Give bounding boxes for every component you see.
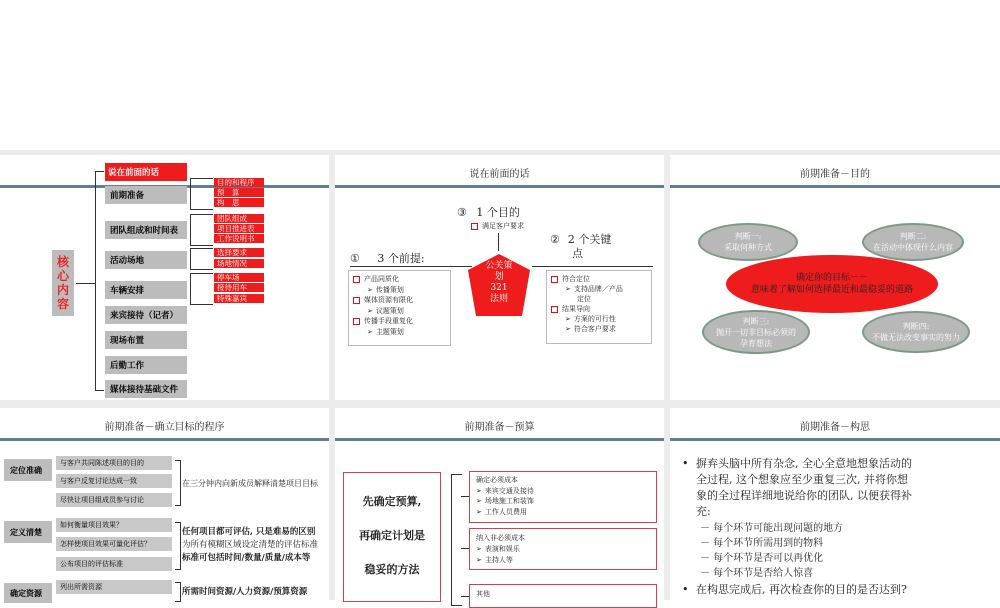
sub-3-0[interactable]: 选择要求 (214, 248, 264, 257)
top-item: 满足客户要求 (471, 221, 524, 231)
right-arrow-line (532, 266, 543, 267)
header-bar (670, 438, 1000, 441)
sub-4-2[interactable]: 特殊嘉宾 (214, 294, 264, 303)
arrow-bullet-icon: ➢ (476, 497, 482, 505)
slide-title: 说在前面的话 (469, 169, 530, 180)
left-heading (350, 250, 425, 266)
sub-bracket-4 (190, 273, 213, 305)
center-line-3: 法则 (489, 294, 508, 304)
item-7[interactable]: 后勤工作 (105, 356, 187, 374)
row3-note: 所需时间资源/人力资源/预算资源 (182, 587, 308, 597)
sub-3-1[interactable]: 场地情况 (214, 259, 264, 268)
cost-box-1: 确定必须成本 ➢ 来宾交通及接待 ➢ 场地施工和装饰 ➢ 工作人员费用 (469, 471, 657, 523)
bracket-arrow-2 (461, 548, 469, 549)
left-box: 产品同质化 ➢ 传播策划 媒体资源有限化 ➢ 议题策划 传播手段重复化 ➢ 主题策划 (348, 270, 451, 346)
row1-line-1: 与客户反复讨论达成一致 (56, 474, 172, 488)
arrow-bullet-icon: ➢ (565, 315, 571, 323)
concept-text: • 摒弃头脑中所有杂念, 全心全意地想象活动的 全过程, 这个想象应至少重复三次, 并将你想 象的全过程详细地说给你的团队, 以便获得补 充: － 每个环节可能出现问题的地方 － 每个环节所需用到的物料 － 每个环节是否可以再优化 － 每个环节是否给人惊喜 • 在构思完成后, 再次检查你的目的是否达到? (682, 457, 912, 596)
header-bar (670, 185, 1000, 188)
sub-1-2[interactable]: 构 思 (214, 198, 264, 207)
left-underline (350, 266, 462, 267)
center-line-2: 321 (490, 283, 508, 293)
left-num: ① (350, 252, 360, 265)
slide-budget[interactable] (335, 408, 664, 600)
budget-bracket (451, 474, 462, 606)
judgement-oval-3: 判断三: 抛开一切非目标必须的 孕育想法 (702, 310, 810, 354)
header-bar (335, 185, 664, 188)
budget-left-box: 先确定预算, 再确定计划是 稳妥的方法 (343, 472, 441, 602)
bullet-dot-icon: • (682, 583, 689, 596)
row1-line-0: 与客户共同陈述项目的目的 (56, 456, 172, 470)
sub-4-1[interactable]: 接待用车 (214, 283, 264, 292)
separator-h (0, 400, 1000, 408)
slide-preface[interactable] (335, 155, 664, 400)
sub-bracket-3 (190, 248, 213, 270)
square-bullet-icon (353, 318, 360, 325)
right-num: ② (550, 233, 560, 246)
top-heading (457, 204, 520, 220)
sub-1-1[interactable]: 预 算 (214, 188, 264, 197)
item-3[interactable]: 活动场地 (105, 251, 187, 269)
separator-v1 (329, 150, 335, 600)
top-connector (498, 233, 499, 251)
top-num: ③ (457, 206, 467, 219)
slide-title: 前期准备－构思 (800, 422, 870, 433)
arrow-bullet-icon: ➢ (476, 486, 482, 495)
right-box: 符合定位 ➢ 支持品牌／产品 定位 结果导向 ➢ 方案的可行性 ➢ 符合客户要求 (546, 270, 652, 344)
row2-line-2: 公布项目的评估标准 (56, 557, 172, 571)
row1-bracket (175, 460, 181, 506)
row2-line-0: 如何衡量项目效果？ (56, 518, 172, 532)
sub-2-1[interactable]: 项目推进表 (214, 224, 264, 233)
right-title: 2 个关键 (567, 233, 612, 246)
row1-line-2: 尽快让项目组成员参与讨论 (56, 493, 172, 507)
square-bullet-icon (471, 223, 478, 230)
row3-line-0: 列出所需资源 (56, 580, 172, 594)
slide-core-content[interactable] (0, 155, 329, 400)
judgement-oval-1: 判断一: 采取何种方式 (698, 223, 798, 261)
arrow-bullet-icon: ➢ (476, 507, 482, 516)
header-bar (0, 438, 329, 441)
bullet-dot-icon: • (682, 457, 689, 470)
top-title: 1 个目的 (476, 206, 520, 219)
sub-bracket-1 (190, 178, 213, 210)
square-bullet-icon (353, 276, 360, 283)
bracket-arrow-1 (461, 496, 469, 497)
slide-goal-procedure[interactable] (0, 408, 329, 600)
row2-bracket (175, 522, 181, 570)
arrow-bullet-icon: ➢ (565, 325, 571, 333)
item-2[interactable]: 团队组成和时间表 (105, 221, 187, 239)
main-bracket-tick (76, 283, 95, 284)
vertical-label: 核心内容 (56, 255, 69, 311)
row2-line-1: 怎样使项目效果可量化评估？ (56, 537, 172, 551)
center-line-0: 公关策 (485, 261, 513, 271)
tag-resources: 确定资源 (4, 583, 52, 603)
right-heading (550, 233, 611, 261)
bracket-arrow-3 (461, 596, 469, 597)
judgement-oval-2: 判断二: 在活动中体现什么内容 (862, 223, 964, 261)
right-title-2: 点 (572, 247, 583, 260)
square-bullet-icon (551, 306, 558, 313)
left-arrow-line (462, 266, 472, 267)
row1-note: 在三分钟内向新成员解释清楚项目目标 (182, 479, 318, 488)
separator-v2 (664, 150, 670, 600)
arrow-bullet-icon: ➢ (367, 285, 373, 294)
slide-title: 前期准备－预算 (464, 422, 535, 433)
item-8[interactable]: 媒体接待基础文件 (105, 380, 187, 398)
left-title: 3 个前提: (377, 252, 425, 265)
center-line-1: 划 (494, 272, 504, 282)
slide-title: 前期准备－确立目标的程序 (104, 422, 225, 433)
item-6[interactable]: 现场布置 (105, 331, 187, 349)
sub-2-0[interactable]: 团队组成 (214, 214, 264, 223)
item-5[interactable]: 来宾接待（记者） (105, 306, 187, 324)
arrow-bullet-icon: ➢ (367, 327, 373, 336)
slide-purpose[interactable] (670, 155, 1000, 400)
slide-concept[interactable] (670, 408, 1000, 600)
main-bracket (95, 171, 104, 391)
item-4[interactable]: 车辆安排 (105, 281, 187, 299)
goal-oval: 确定你的目标－－ 意味着了解如何选择最近和最稳妥的道路 (726, 255, 938, 313)
judgement-oval-4: 判断四: 不做无法改变事实的努力 (862, 311, 970, 353)
sub-2-2[interactable]: 工作说明书 (214, 234, 264, 243)
right-underline (543, 266, 653, 267)
sub-1-0[interactable]: 目的和程序 (214, 178, 264, 187)
cost-box-2: 纳入非必须成本 ➢ 表演和娱乐 ➢ 主持人等 (469, 528, 657, 570)
center-text (466, 261, 532, 305)
arrow-bullet-icon: ➢ (476, 545, 482, 553)
separator-top (0, 150, 1000, 155)
square-bullet-icon (551, 276, 558, 283)
item-1[interactable]: 前期准备 (105, 186, 187, 204)
tag-positioning: 定位准确 (4, 459, 52, 481)
arrow-bullet-icon: ➢ (367, 306, 373, 315)
tag-definition: 定义清楚 (4, 521, 52, 543)
item-0[interactable]: 说在前面的话 (105, 163, 187, 181)
sub-bracket-2 (190, 214, 213, 246)
cost-box-3: 其他 (469, 584, 657, 608)
arrow-bullet-icon: ➢ (565, 285, 571, 293)
arrow-bullet-icon: ➢ (476, 556, 482, 564)
sub-4-0[interactable]: 停车场 (214, 273, 264, 282)
header-bar (335, 438, 664, 441)
square-bullet-icon (353, 297, 360, 304)
slide-title: 前期准备－目的 (800, 169, 870, 180)
row3-bracket (175, 582, 181, 602)
row2-note: 任何项目都可评估, 只是难易的区别 为所有模糊区域设定清楚的评估标准 标准可包括时间/数量/质量/成本等 (182, 527, 319, 563)
